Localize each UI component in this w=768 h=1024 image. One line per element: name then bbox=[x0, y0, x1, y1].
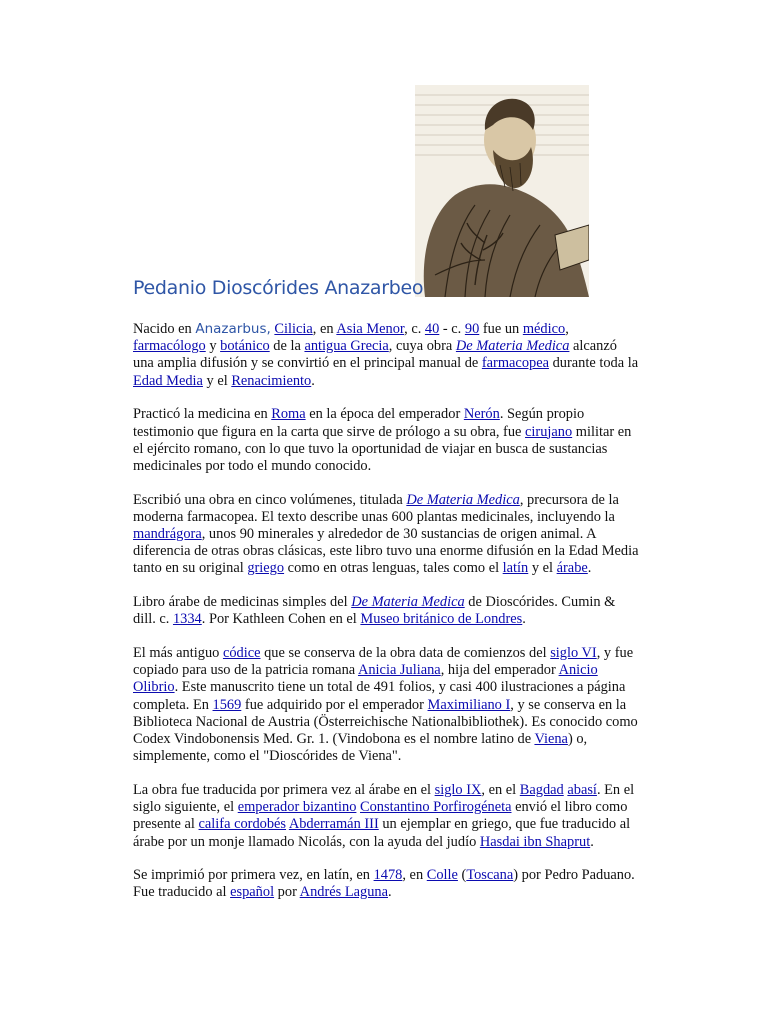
text: alcanzó una amplia difusión y se convirtió en el principal manual de bbox=[133, 338, 617, 372]
text: y el bbox=[528, 560, 557, 577]
link-medico[interactable]: médico bbox=[522, 321, 566, 337]
text: , cuya obra bbox=[388, 338, 456, 355]
text: . Según propio testimonio que figura en la carta que sirve de prólogo a su obra, fue bbox=[133, 406, 585, 440]
link-museo-britanico[interactable]: Museo británico de Londres bbox=[360, 611, 523, 628]
text: envió el libro como presente al bbox=[133, 799, 628, 833]
paragraph-translation bbox=[133, 782, 641, 851]
text: por bbox=[274, 884, 300, 901]
link-botanico[interactable]: botánico bbox=[220, 338, 270, 355]
link-emperador-bizantino[interactable]: emperador bizantino bbox=[237, 799, 357, 816]
dioscorides-portrait-engraving bbox=[415, 85, 589, 297]
link-abasi[interactable]: abasí bbox=[567, 781, 597, 798]
text: . bbox=[590, 833, 594, 850]
paragraph-birth bbox=[133, 321, 641, 390]
text: . Este manuscrito tiene un total de 491 folios, y casi 400 ilustraciones a página completa. En bbox=[133, 679, 626, 713]
anazarbus-text: Anazarbus, bbox=[195, 321, 271, 337]
text: , en bbox=[312, 321, 337, 337]
link-year-1334[interactable]: 1334 bbox=[172, 611, 202, 628]
page-title: Pedanio Dioscórides Anazarbeo bbox=[133, 277, 424, 299]
text: militar en el ejército romano, con lo que tuvo la oportunidad de viajar en busca de sustancias medicinales por todo el mundo conocido. bbox=[133, 423, 632, 474]
link-de-materia-medica[interactable]: De Materia Medica bbox=[351, 594, 465, 611]
text: fue adquirido por el emperador bbox=[241, 696, 428, 713]
text: , c. bbox=[404, 321, 425, 337]
link-neron[interactable]: Nerón bbox=[463, 406, 500, 423]
text: fue un bbox=[479, 321, 523, 337]
link-siglo-vi[interactable]: siglo VI bbox=[550, 645, 597, 662]
paragraph-medicine bbox=[133, 406, 641, 475]
text: , hija del emperador bbox=[440, 662, 559, 679]
link-mandragora[interactable]: mandrágora bbox=[133, 526, 202, 543]
link-cilicia[interactable]: Cilicia bbox=[274, 321, 313, 337]
link-espanol[interactable]: español bbox=[230, 884, 275, 901]
link-year-40[interactable]: 40 bbox=[424, 321, 440, 337]
text: . Por Kathleen Cohen en el bbox=[201, 611, 361, 628]
article-body bbox=[133, 321, 641, 918]
link-edad-media[interactable]: Edad Media bbox=[133, 372, 203, 389]
text: un ejemplar en griego, que fue traducido al árabe por un monje llamado Nicolás, con la ayuda del judío bbox=[133, 816, 631, 850]
text: . bbox=[387, 884, 392, 901]
text: , unos 90 minerales y alrededor de 30 sustancias de origen animal. A diferencia de otras obras clásicas, este libro tuvo una enorme difusión en la Edad Media tanto en su original bbox=[133, 526, 639, 577]
link-asia-menor[interactable]: Asia Menor bbox=[336, 321, 405, 337]
text: , en el bbox=[481, 781, 520, 798]
link-cirujano[interactable]: cirujano bbox=[525, 423, 573, 440]
link-abderraman-iii[interactable]: Abderramán III bbox=[288, 816, 379, 833]
link-anicia-juliana[interactable]: Anicia Juliana bbox=[357, 662, 441, 679]
link-hasdai[interactable]: Hasdai ibn Shaprut bbox=[479, 833, 591, 850]
text: . bbox=[587, 560, 592, 577]
link-constantino[interactable]: Constantino Porfirogéneta bbox=[360, 799, 512, 816]
text: y el bbox=[202, 372, 232, 389]
text: . En el siglo siguiente, el bbox=[133, 781, 635, 816]
text: de Dioscórides. Cumin & dill. c. bbox=[133, 594, 616, 628]
text: - c. bbox=[439, 321, 465, 337]
text: como en otras lenguas, tales como el bbox=[284, 560, 503, 577]
link-bagdad[interactable]: Bagdad bbox=[519, 781, 564, 798]
link-griego[interactable]: griego bbox=[247, 560, 285, 577]
link-colle[interactable]: Colle bbox=[426, 867, 458, 884]
text: , en bbox=[402, 867, 427, 884]
text: de la bbox=[269, 338, 305, 355]
text: y bbox=[205, 338, 221, 355]
paragraph-printing bbox=[133, 867, 641, 901]
text: Libro árabe de medicinas simples del bbox=[133, 594, 352, 611]
link-arabe[interactable]: árabe bbox=[556, 560, 588, 577]
link-latin[interactable]: latín bbox=[502, 560, 529, 577]
text: . bbox=[311, 372, 315, 389]
text: ( bbox=[457, 867, 467, 884]
text: , y se conserva en la Biblioteca Nacional de Austria (Österreichische Nationalbibliothek). Es conocido como Codex Vindobonensis Med. Gr. 1. (Vindobona es el nombre latino de bbox=[133, 696, 638, 748]
text: Se imprimió por primera vez, en latín, en bbox=[133, 867, 374, 884]
text: La obra fue traducida por primera vez al árabe en el bbox=[133, 781, 435, 798]
link-de-materia-medica[interactable]: De Materia Medica bbox=[406, 491, 520, 508]
link-year-1569[interactable]: 1569 bbox=[212, 696, 242, 713]
text: . bbox=[522, 611, 526, 628]
link-toscana[interactable]: Toscana bbox=[466, 867, 514, 884]
link-farmacologo[interactable]: farmacólogo bbox=[133, 338, 206, 355]
link-roma[interactable]: Roma bbox=[271, 406, 306, 423]
text: , precursora de la moderna farmacopea. El texto describe unas 600 plantas medicinales, incluyendo la bbox=[133, 491, 619, 525]
text: Escribió una obra en cinco volúmenes, titulada bbox=[133, 491, 407, 508]
text: durante toda la bbox=[548, 355, 639, 372]
link-codice[interactable]: códice bbox=[222, 645, 261, 662]
text: Practicó la medicina en bbox=[133, 406, 272, 423]
text: en la época del emperador bbox=[305, 406, 464, 423]
link-califa-cordobes[interactable]: califa cordobés bbox=[198, 816, 287, 833]
paragraph-arab-book bbox=[133, 594, 641, 628]
link-viena[interactable]: Viena bbox=[534, 731, 568, 748]
text: El más antiguo bbox=[133, 645, 223, 662]
text: que se conserva de la obra data de comienzos del bbox=[260, 645, 551, 662]
link-anicio-olibrio[interactable]: Anicio Olibrio bbox=[133, 662, 598, 696]
link-year-1478[interactable]: 1478 bbox=[373, 867, 403, 884]
text: , bbox=[565, 321, 569, 337]
paragraph-work bbox=[133, 492, 641, 578]
text: , y fue copiado para uso de la patricia romana bbox=[133, 645, 634, 679]
link-farmacopea[interactable]: farmacopea bbox=[481, 355, 549, 372]
link-antigua-grecia[interactable]: antigua Grecia bbox=[304, 338, 389, 355]
paragraph-codex bbox=[133, 645, 641, 765]
text: ) o, simplemente, como el "Dioscórides de Viena". bbox=[133, 731, 588, 765]
link-maximiliano-i[interactable]: Maximiliano I bbox=[427, 696, 511, 713]
link-renacimiento[interactable]: Renacimiento bbox=[231, 372, 312, 389]
link-andres-laguna[interactable]: Andrés Laguna bbox=[299, 884, 388, 901]
link-siglo-ix[interactable]: siglo IX bbox=[434, 781, 482, 798]
link-year-90[interactable]: 90 bbox=[464, 321, 480, 337]
link-de-materia-medica[interactable]: De Materia Medica bbox=[455, 338, 570, 355]
text: ) por Pedro Paduano. Fue traducido al bbox=[133, 867, 635, 901]
text: Nacido en bbox=[133, 321, 196, 337]
